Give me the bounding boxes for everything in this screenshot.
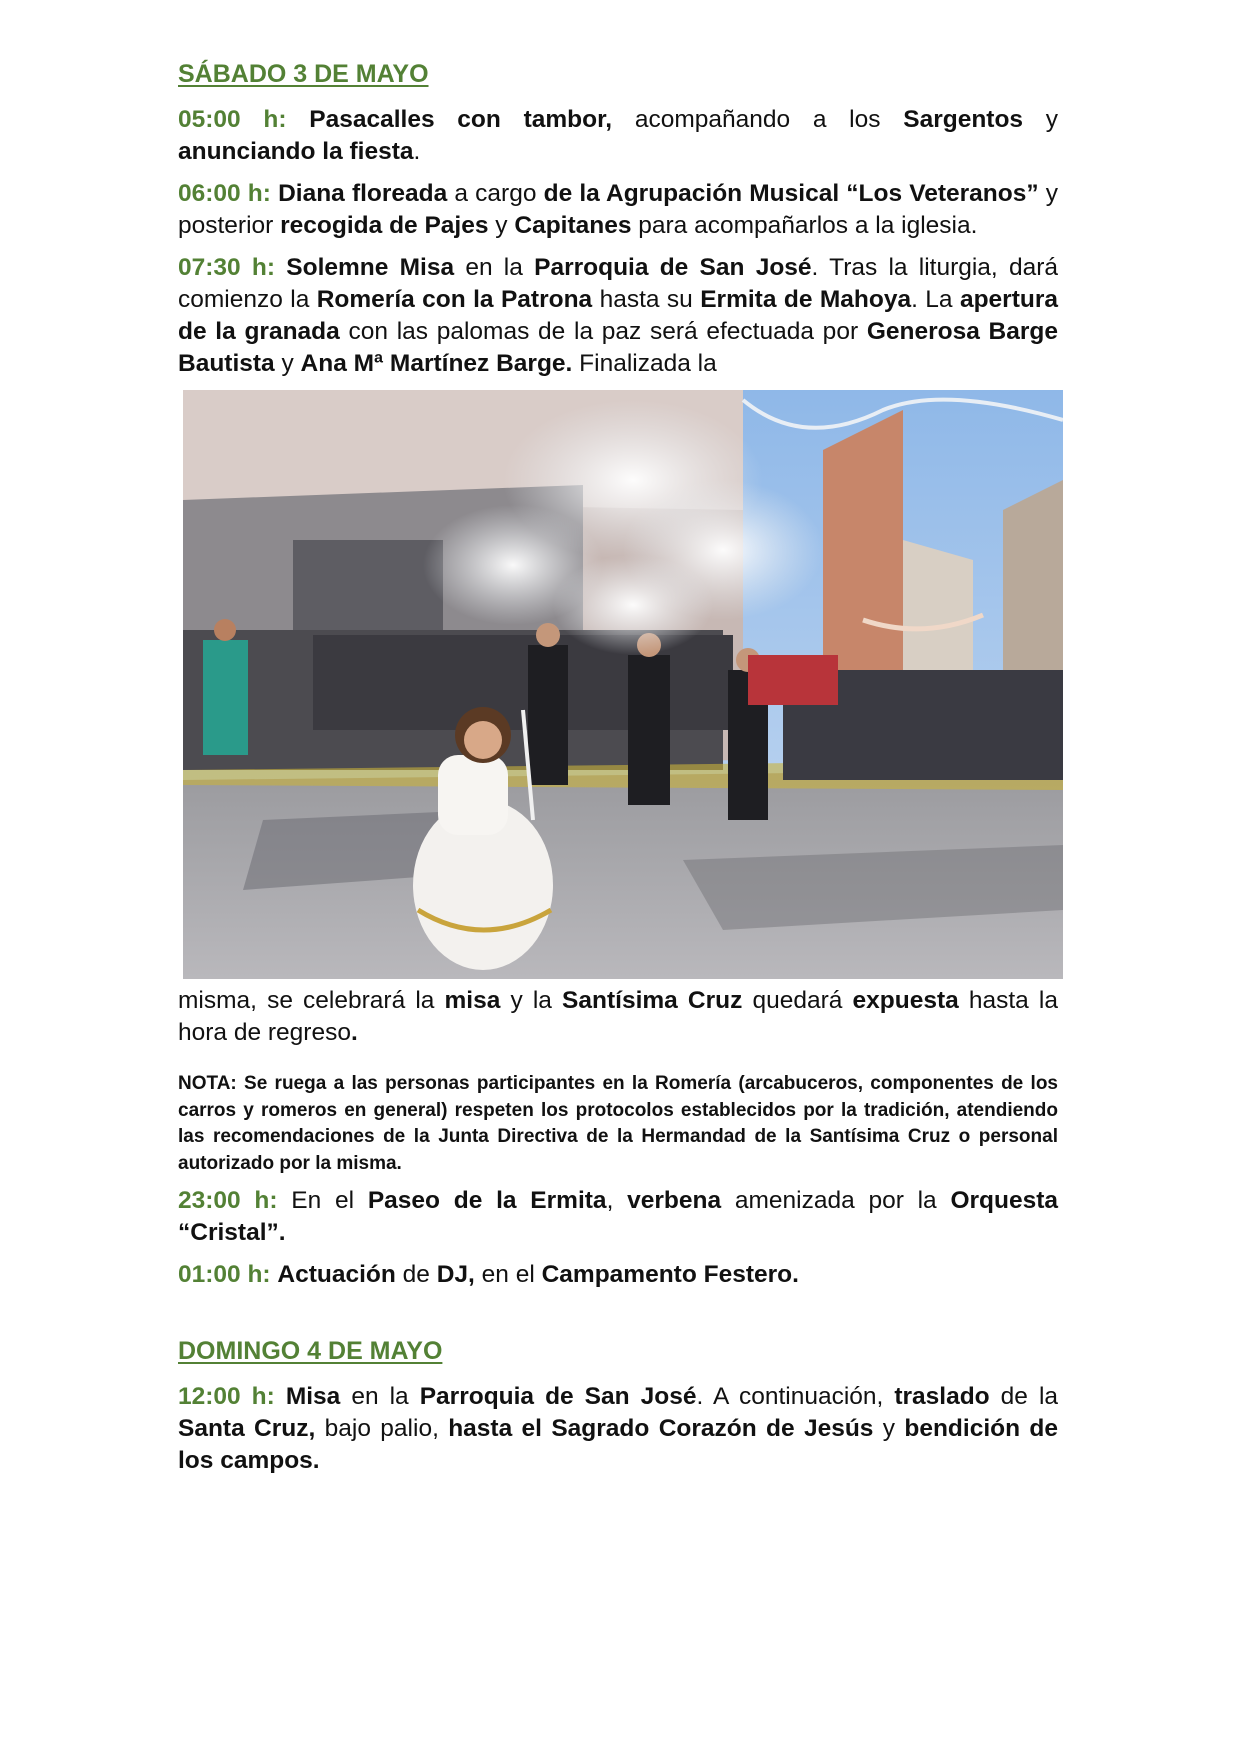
entry-time: 12:00 h: — [178, 1383, 275, 1410]
entry-0730-continued: misma, se celebrará la misa y la Santísima Cruz quedará expuesta hasta la hora de regreso. — [178, 987, 1058, 1046]
day-title-sunday: DOMINGO 4 DE MAYO — [178, 1337, 443, 1365]
note-paragraph: NOTA: Se ruega a las personas participantes en la Romería (arcabuceros, componentes de los carros y romeros en general) respeten los protocolos establecidos por la tradición, atendiendo las recomendaciones de la Junta Directiva de la Hermandad de la Santísima Cruz o personal autorizado por la misma. — [178, 1073, 1058, 1174]
entry-time: 06:00 h: — [178, 180, 271, 207]
section-gap — [178, 1301, 1058, 1335]
entry-2300: 23:00 h: En el Paseo de la Ermita, verbena amenizada por la Orquesta “Cristal”. — [178, 1187, 1058, 1246]
entry-1200: 12:00 h: Misa en la Parroquia de San José. A continuación, traslado de la Santa Cruz, bajo palio, hasta el Sagrado Corazón de Jesús y bendición de los campos. — [178, 1383, 1059, 1474]
entry-time: 23:00 h: — [178, 1187, 278, 1214]
day-title-saturday: SÁBADO 3 DE MAYO — [178, 60, 429, 88]
entry-0500: 05:00 h: Pasacalles con tambor, acompañando a los Sargentos y anunciando la fiesta. — [178, 106, 1059, 165]
procession-photo — [183, 390, 1063, 979]
entry-0730: 07:30 h: Solemne Misa en la Parroquia de San José. Tras la liturgia, dará comienzo la Romería con la Patrona hasta su Ermita de Mahoya. La apertura de la granada con las palomas de la paz será efectuada por Generosa Barge Bautista y Ana Mª Martínez Barge. Finalizada la — [178, 254, 1059, 377]
entry-time: 07:30 h: — [178, 254, 276, 281]
entry-time: 01:00 h: — [178, 1261, 271, 1288]
entry-time: 05:00 h: — [178, 106, 287, 133]
entry-0600: 06:00 h: Diana floreada a cargo de la Agrupación Musical “Los Veteranos” y posterior recogida de Pajes y Capitanes para acompañarlos a la iglesia. — [178, 180, 1058, 239]
program-page — [178, 58, 1058, 1487]
entry-0100: 01:00 h: Actuación de DJ, en el Campamento Festero. — [178, 1261, 799, 1288]
